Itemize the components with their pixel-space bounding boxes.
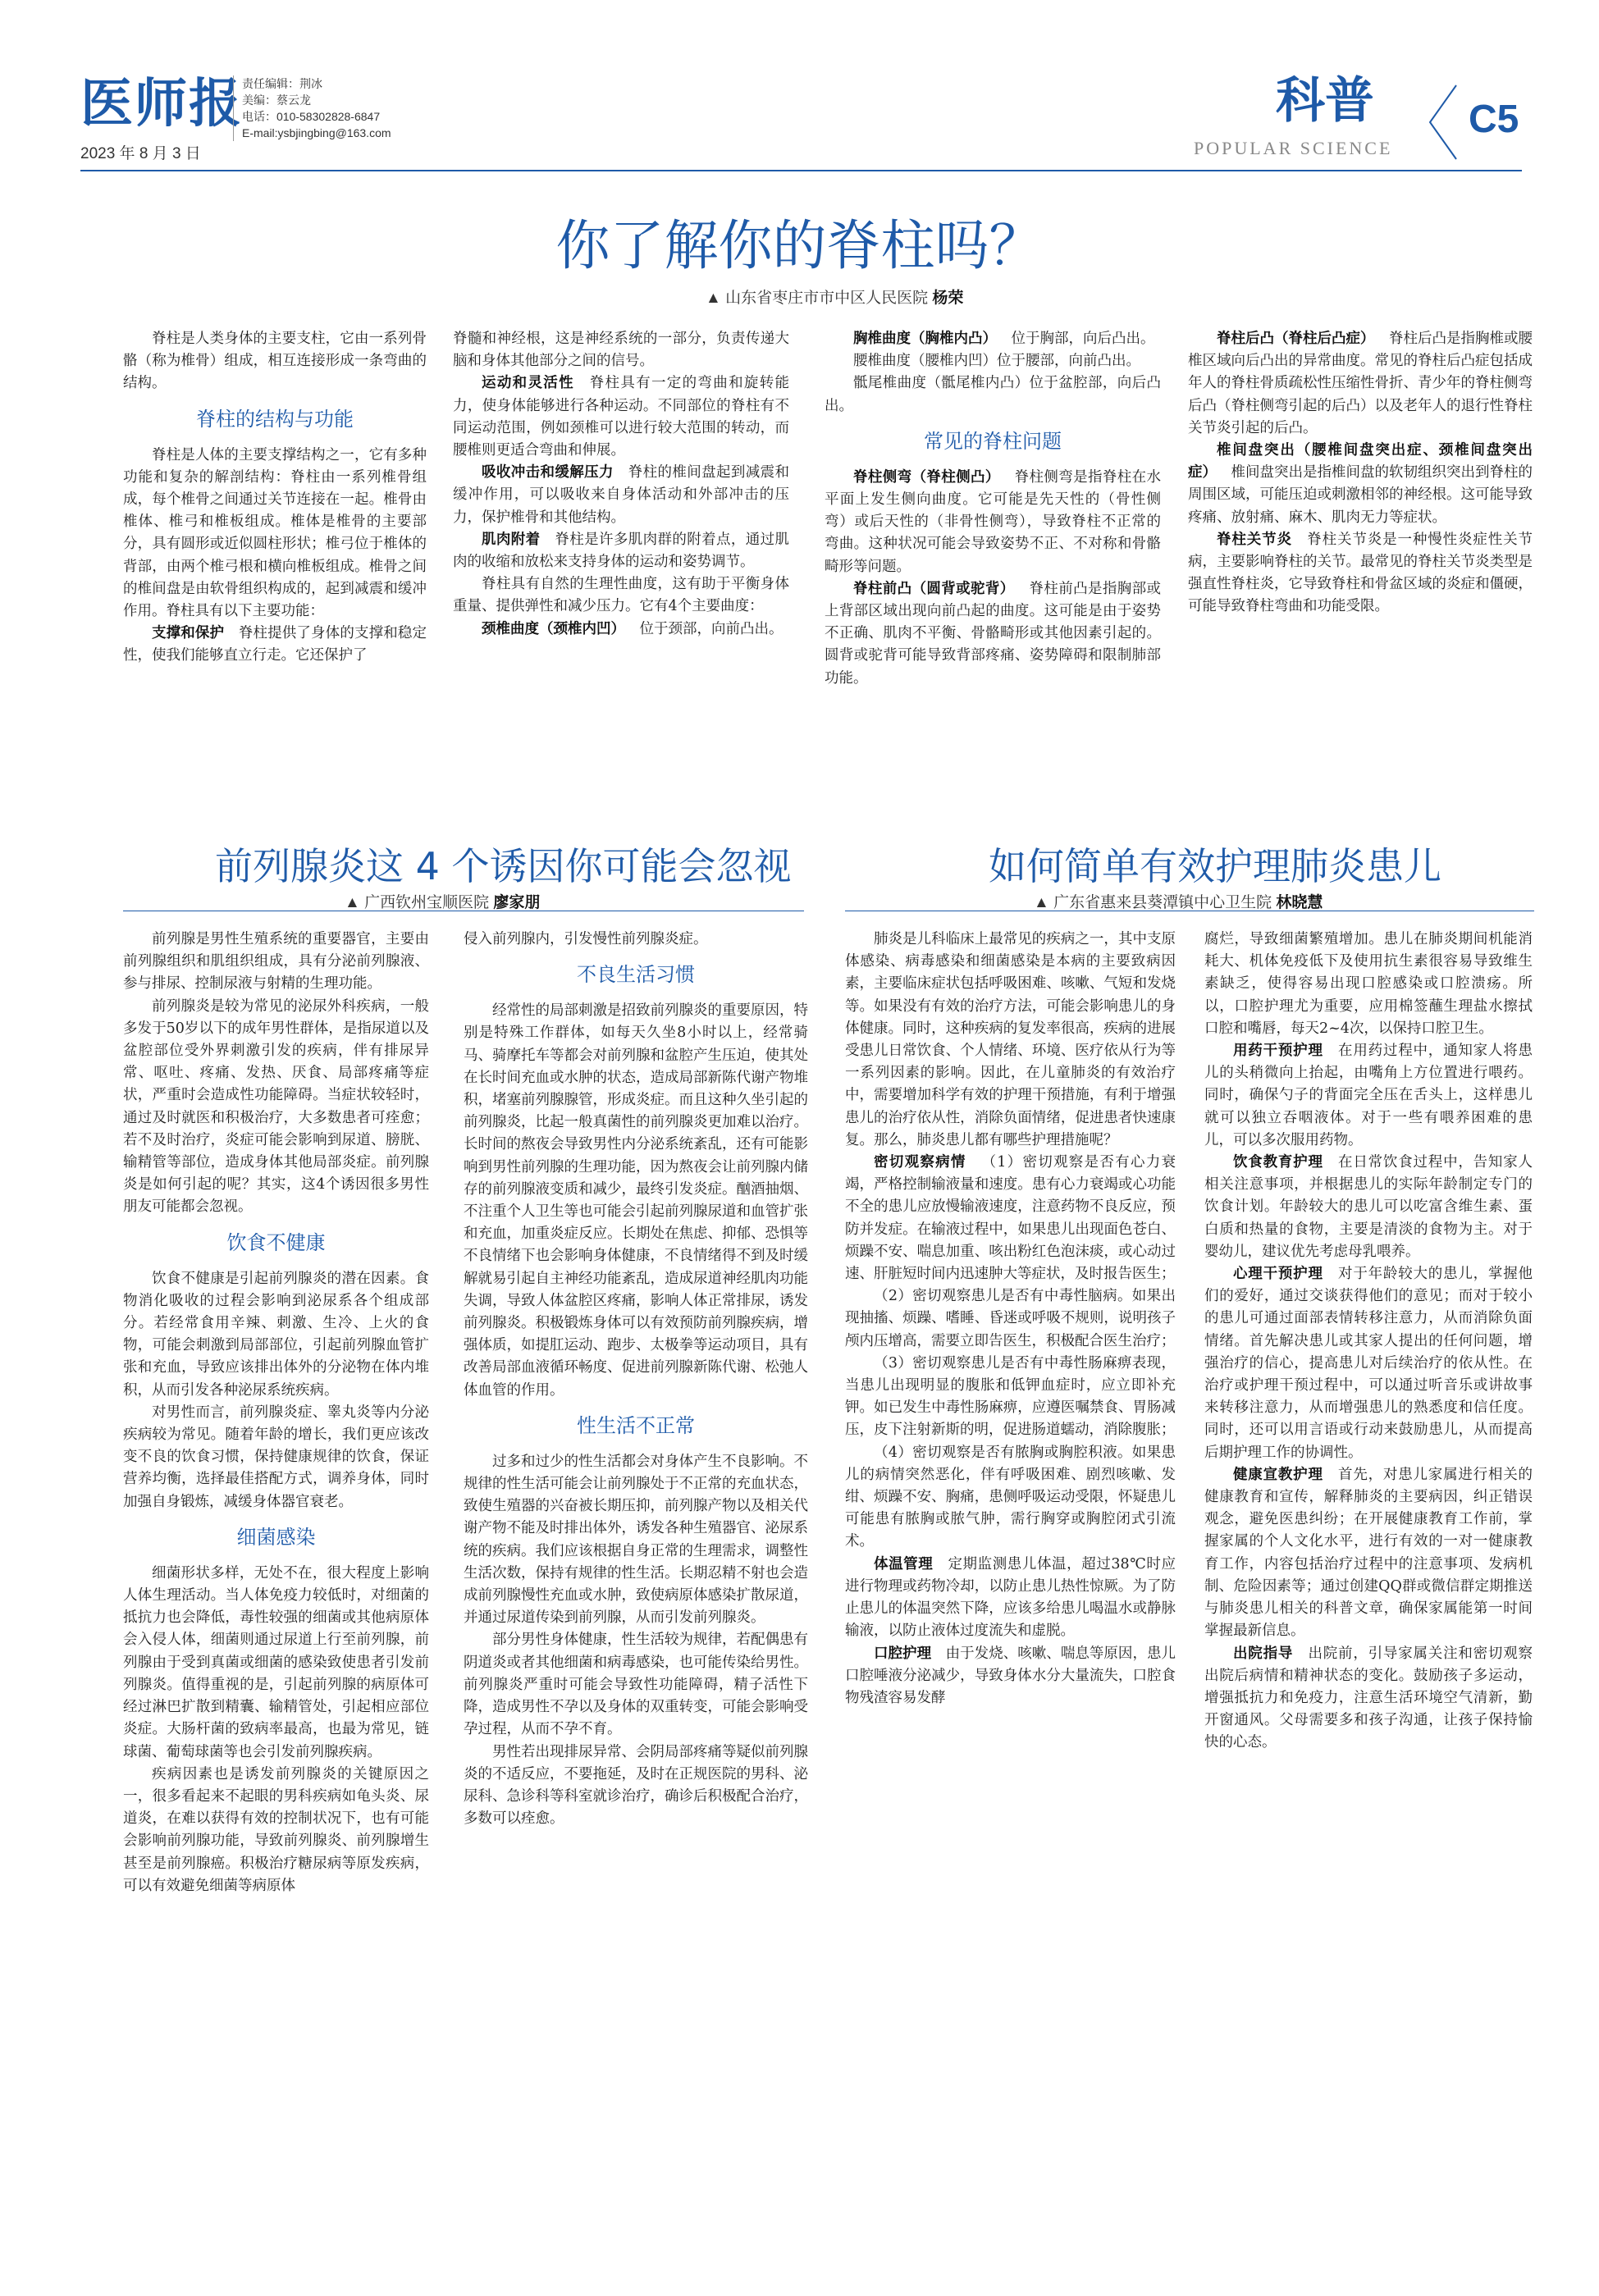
- article-byline: [706, 285, 963, 308]
- paragraph-text: 腐烂，导致细菌繁殖增加。患儿在肺炎期间机能消耗大、机体免疫低下及使用抗生素很容易导致维生素缺乏，使得容易出现口腔感染或口腔溃疡。所以，口腔护理尤为重要，应用棉签蘸生理盐水擦拭口腔和嘴唇，每天2~4次，以保持口腔卫生。: [1204, 931, 1533, 1037]
- lead-in: 脊柱前凸（圆背或驼背）: [853, 580, 1015, 597]
- article-column: [123, 328, 427, 668]
- paragraph: [453, 372, 789, 462]
- lead-in: 运动和灵活性: [482, 375, 574, 392]
- section-heading: 细菌感染: [236, 1525, 316, 1549]
- paragraph: [123, 1563, 429, 1764]
- paragraph-text: 脊柱侧弯是指脊柱在水平面上发生侧向曲度。它可能是先天性的（骨性侧弯）或后天性的（非骨性侧弯），导致脊柱不正常的弯曲。这种状况可能会导致姿势不正、不对称和骨骼畸形等问题。: [825, 468, 1161, 575]
- paragraph-text: （3）密切观察患儿是否有中毒性肠麻痹表现，当患儿出现明显的腹胀和低钾血症时，应立即补充钾。如已发生中毒性肠麻痹，应遵医嘱禁食、胃肠减压，皮下注射新斯的明，促进肠道蠕动，消除腹胀；: [845, 1354, 1176, 1439]
- article-title: 如何简单有效护理肺炎患儿: [989, 844, 1441, 888]
- lead-in: 脊柱侧弯（脊柱侧凸）: [853, 468, 1000, 486]
- paragraph-text: 侵入前列腺内，引发慢性前列腺炎症。: [464, 931, 708, 947]
- paragraph: [453, 573, 789, 618]
- paragraph-text: 在日常饮食过程中，告知家人相关注意事项，并根据患儿的实际年龄制定专门的饮食计划。年龄较大的患儿可以吃富含维生素、蛋白质和热量的食物，主要是清淡的食物为主。对于婴幼儿，建议优先考虑母乳喂养。: [1204, 1154, 1533, 1260]
- section-heading: 不良生活习惯: [577, 963, 695, 987]
- section-heading: 常见的脊柱问题: [924, 429, 1062, 453]
- section-heading: 性生活不正常: [577, 1413, 695, 1437]
- paragraph: [845, 1152, 1176, 1285]
- author-org: ▲ 山东省枣庄市市中区人民医院: [706, 290, 929, 307]
- paragraph: [464, 1629, 808, 1741]
- editor-credits: [233, 75, 431, 141]
- paragraph: [123, 1402, 429, 1513]
- page-number: C5: [1469, 98, 1519, 141]
- paragraph: [825, 328, 1161, 350]
- author-org: ▲ 广东省惠来县葵潭镇中心卫生院: [1034, 894, 1272, 911]
- paragraph: [825, 578, 1161, 690]
- paragraph: [1188, 440, 1533, 529]
- lead-in: 肌肉附着: [482, 531, 541, 548]
- paragraph-text: 饮食不健康是引起前列腺炎的潜在因素。食物消化吸收的过程会影响到泌尿系各个组成部分。若经常食用辛辣、刺激、生冷、上火的食物，可能会刺激到局部部位，引起前列腺血管扩张和充血，导致应该排出体外的分泌物在体内堆积，从而引发各种泌尿系统疾病。: [123, 1270, 429, 1399]
- paragraph-text: 对于年龄较大的患儿，掌握他们的爱好，通过交谈获得他们的意见；而对于较小的患儿可通过面部表情转移注意力，从而消除负面情绪。首先解决患儿或其家人提出的任何问题，增强治疗的信心，提高患儿对后续治疗的依从性。在治疗或护理干预过程中，可以通过听音乐或讲故事来转移注意力，从而增强患儿的熟悉度和信任度。同时，还可以用言语或行动来鼓励患儿，从而提高后期护理工作的协调性。: [1204, 1266, 1533, 1461]
- paragraph-text: 位于颈部，向前凸出。: [639, 620, 784, 637]
- author-name: 廖家朋: [493, 894, 541, 911]
- credit-line: E-mail:ysbjingbing@163.com: [242, 126, 391, 139]
- paragraph-text: 骶尾椎曲度（骶尾椎内凸）位于盆腔部，向后凸出。: [825, 375, 1161, 414]
- paragraph-text: 脊柱关节炎是一种慢性炎症性关节病，主要影响脊柱的关节。最常见的脊柱关节炎类型是强直性脊柱炎，它导致脊柱和骨盆区域的炎症和僵硬，可能导致脊柱弯曲和功能受限。: [1188, 531, 1533, 615]
- paragraph: [123, 623, 427, 667]
- paragraph-text: 脊柱后凸是指胸椎或腰椎区域向后凸出的异常曲度。常见的脊柱后凸症包括成年人的脊柱骨质疏松性压缩性骨折、青少年的脊柱侧弯后凸（脊柱侧弯引起的后凸）以及老年人的退行性脊柱关节炎引起的后凸。: [1188, 331, 1533, 436]
- paragraph: [845, 1554, 1176, 1643]
- paragraph: [825, 467, 1161, 578]
- paragraph: [1204, 1040, 1533, 1152]
- paragraph-text: 出院前，引导家属关注和密切观察出院后病情和精神状态的变化。鼓励孩子多运动，增强抵抗力和免疫力，注意生活环境空气清新，勤开窗通风。父母需要多和孩子沟通，让孩子保持愉快的心态。: [1204, 1645, 1533, 1751]
- section-title: 科普: [1276, 72, 1374, 130]
- paragraph-text: 脊柱具有自然的生理性曲度，这有助于平衡身体重量、提供弹性和减少压力。它有4个主要曲度：: [453, 576, 789, 615]
- paragraph: [825, 350, 1161, 372]
- newspaper-logo: 医师报: [80, 73, 243, 135]
- paragraph: [453, 462, 789, 529]
- credit-line: 美编：蔡云龙: [242, 94, 311, 107]
- paragraph-text: 脊柱前凸是指胸部或上背部区域出现向前凸起的曲度。这可能是由于姿势不正确、肌肉不平衡、骨骼畸形或其他因素引起的。圆背或驼背可能导致背部疼痛、姿势障碍和限制肺部功能。: [825, 580, 1161, 687]
- paragraph-text: 疾病因素也是诱发前列腺炎的关键原因之一，很多看起来不起眼的男科疾病如龟头炎、尿道炎，在难以获得有效的控制状况下，也有可能会影响前列腺功能，导致前列腺炎、前列腺增生甚至是前列腺癌。积极治疗糖尿病等原发疾病，可以有效避免细菌等病原体: [123, 1765, 429, 1894]
- paragraph: [453, 529, 789, 573]
- paragraph: [123, 1764, 429, 1897]
- paragraph: [123, 996, 429, 1219]
- lead-in: 心理干预护理: [1233, 1266, 1323, 1283]
- issue-date: 2023 年 8 月 3 日: [80, 145, 201, 162]
- paragraph-text: 首先，对患儿家属进行相关的健康教育和宣传，解释肺炎的主要病因，纠正错误观念，避免医患纠纷；在开展健康教育工作前，掌握家属的个人文化水平，进行有效的一对一健康教育工作，内容包括治疗过程中的注意事项、发病机制、危险因素等；通过创建QQ群或微信群定期推送与肺炎患儿相关的科普文章，确保家属能第一时间掌握最新信息。: [1204, 1466, 1533, 1640]
- paragraph-text: 脊柱具有一定的弯曲和旋转能力，使身体能够进行各种运动。不同部位的脊柱有不同运动范围，例如颈椎可以进行较大范围的转动，而腰椎则更适合弯曲和伸展。: [453, 375, 790, 459]
- article-column: [123, 929, 429, 1897]
- article-column: [1188, 328, 1533, 619]
- lead-in: 脊柱关节炎: [1217, 531, 1292, 548]
- paragraph: [453, 619, 789, 641]
- section-subtitle: POPULAR SCIENCE: [1194, 138, 1393, 158]
- article-column: [464, 929, 808, 1830]
- paragraph-text: （2）密切观察患儿是否有中毒性脑病。如果出现抽搐、烦躁、嗜睡、昏迷或呼吸不规则，说明孩子颅内压增高，需要立即告医生，积极配合医生治疗；: [845, 1288, 1176, 1349]
- paragraph-text: 过多和过少的性生活都会对身体产生不良影响。不规律的性生活可能会让前列腺处于不正常的充血状态，致使生殖器的兴奋被长期压抑，前列腺产物以及相关代谢产物不能及时排出体外，诱发各种生殖器官、泌尿系统的疾病。我们应该根据自身正常的生理需求，调整性生活次数，保持有规律的性生活。长期忍精不射也会造成前列腺慢性充血或水肿，致使病原体感染扩散尿道，并通过尿道传染到前列腺，从而引发前列腺炎。: [464, 1453, 808, 1627]
- paragraph-text: 脊柱是人类身体的主要支柱，它由一系列骨骼（称为椎骨）组成，相互连接形成一条弯曲的结构。: [123, 331, 427, 392]
- paragraph: [1204, 1263, 1533, 1464]
- lead-in: 胸椎曲度（胸椎内凸）: [853, 331, 997, 347]
- paragraph-text: 部分男性身体健康，性生活较为规律，若配偶患有阴道炎或者其他细菌和病毒感染，也可能传染给男性。前列腺炎严重时可能会导致性功能障碍，精子活性下降，造成男性不孕以及身体的双重转变，可能会影响受孕过程，从而不孕不育。: [464, 1632, 808, 1738]
- paragraph: [123, 328, 427, 395]
- credit-line: 责任编辑：荆冰: [242, 77, 322, 90]
- paragraph: [845, 1442, 1176, 1554]
- article-column: [825, 328, 1161, 690]
- lead-in: 颈椎曲度（颈椎内凹）: [482, 620, 625, 637]
- paragraph: [464, 1451, 808, 1630]
- paragraph: [1204, 1152, 1533, 1263]
- paragraph: [453, 328, 789, 372]
- paragraph-text: 脊柱提供了身体的支撑和稳定性，使我们能够直立行走。它还保护了: [123, 625, 427, 664]
- author-org: ▲ 广西钦州宝顺医院: [345, 894, 490, 911]
- lead-in: 健康宣教护理: [1233, 1466, 1323, 1483]
- article-byline: [1034, 890, 1323, 912]
- lead-in: 密切观察病情: [874, 1154, 966, 1171]
- paragraph: [123, 1268, 429, 1402]
- article-title: 你了解你的脊柱吗？: [555, 214, 1044, 277]
- section-heading: 饮食不健康: [226, 1230, 326, 1254]
- paragraph-text: 前列腺炎是较为常见的泌尿外科疾病，一般多发于50岁以下的成年男性群体，是指尿道以及盆腔部位受外界刺激引发的疾病，伴有排尿异常、呕吐、疼痛、发热、厌食、局部疼痛等症状，严重时会造成性功能障碍。当症状较轻时，通过及时就医和积极治疗，大多数患者可痊愈；若不及时治疗，炎症可能会影响到尿道、膀胱、输精管等部位，造成身体其他局部炎症。前列腺炎是如何引起的呢？其实，这4个诱因很多男性朋友可能都会忽视。: [123, 997, 429, 1216]
- paragraph-text: 前列腺是男性生殖系统的重要器官，主要由前列腺组织和肌组织组成，具有分泌前列腺液、参与排尿、控制尿液与射精的生理功能。: [123, 931, 429, 993]
- author-name: 杨荣: [932, 290, 964, 307]
- paragraph-text: （1）密切观察是否有心力衰竭，严格控制输液量和速度。患有心力衰竭或心功能不全的患儿应放慢输液速度，注意药物不良反应，预防并发症。在输液过程中，如果患儿出现面色苍白、烦躁不安、喘息加重、咳出粉红色泡沫痰，或心动过速、肝脏短时间内迅速肿大等症状，及时报告医生；: [845, 1154, 1176, 1283]
- paragraph-text: 由于发烧、咳嗽、喘息等原因，患儿口腔唾液分泌减少，导致身体水分大量流失，口腔食物残渣容易发酵: [845, 1645, 1176, 1706]
- paragraph: [123, 929, 429, 996]
- paragraph: [845, 1285, 1176, 1353]
- paragraph: [845, 929, 1176, 1152]
- lead-in: 口腔护理: [874, 1645, 932, 1662]
- lead-in: 用药干预护理: [1233, 1043, 1323, 1060]
- paragraph-text: 脊柱的椎间盘起到减震和缓冲作用，可以吸收来自身体活动和外部冲击的压力，保护椎骨和其他结构。: [453, 464, 789, 526]
- paragraph: [1204, 1643, 1533, 1755]
- paragraph-text: 脊髓和神经根，这是神经系统的一部分，负责传递大脑和身体其他部分之间的信号。: [453, 331, 789, 370]
- paragraph-text: 男性若出现排尿异常、会阴局部疼痛等疑似前列腺炎的不适反应，不要拖延，及时在正规医院的男科、泌尿科、急诊科等科室就诊治疗，确诊后积极配合治疗，多数可以痊愈。: [464, 1743, 808, 1828]
- paragraph-text: 定期监测患儿体温，超过38℃时应进行物理或药物冷却，以防止患儿热性惊厥。为了防止患儿的体温突然下降，应该多给患儿喝温水或静脉输液，以防止液体过度流失和虚脱。: [845, 1555, 1176, 1640]
- paragraph: [825, 372, 1161, 417]
- paragraph: [123, 445, 427, 623]
- paragraph: [464, 1000, 808, 1402]
- paragraph-text: 在用药过程中，通知家人将患儿的头稍微向上抬起，由嘴角上方位置进行喂药。同时，确保勺子的背面完全压在舌头上，这样患儿就可以独立吞咽液体。对于一些有喂养困难的患儿，可以多次服用药物。: [1204, 1043, 1533, 1148]
- paragraph: [464, 1741, 808, 1831]
- paragraph-text: 脊柱是人体的主要支撑结构之一，它有多种功能和复杂的解剖结构：脊柱由一系列椎骨组成，每个椎骨之间通过关节连接在一起。椎骨由椎体、椎弓和椎板组成。椎体是椎骨的主要部分，具有圆形或近似圆柱形状；椎弓位于椎体的背部，由两个椎弓根和横向椎板组成。椎骨之间的椎间盘是由软骨组织构成的，起到减震和缓冲作用。脊柱具有以下主要功能：: [123, 446, 427, 620]
- paragraph-text: 细菌形状多样，无处不在，很大程度上影响人体生理活动。当人体免疫力较低时，对细菌的抵抗力也会降低，毒性较强的细菌或其他病原体会入侵人体，细菌则通过尿道上行至前列腺，前列腺由于受到真菌或细菌的感染致使患者引发前列腺炎。值得重视的是，引起前列腺的病原体可经过淋巴扩散到精囊、输精管处，引起相应部位炎症。大肠杆菌的致病率最高，也最为常见，链球菌、葡萄球菌等也会引发前列腺疾病。: [123, 1564, 429, 1760]
- paragraph-text: 位于胸部，向后凸出。: [1011, 331, 1155, 347]
- lead-in: 支撑和保护: [152, 625, 225, 642]
- paragraph: [1204, 1464, 1533, 1643]
- paragraph: [464, 929, 808, 951]
- paragraph: [845, 1353, 1176, 1442]
- section-heading: 脊柱的结构与功能: [196, 407, 354, 431]
- paragraph: [1188, 529, 1533, 619]
- article-column: [845, 929, 1176, 1709]
- paragraph-text: 椎间盘突出是指椎间盘的软韧组织突出到脊柱的周围区域，可能压迫或刺激相邻的神经根。这可能导致疼痛、放射痛、麻木、肌肉无力等症状。: [1188, 464, 1533, 526]
- lead-in: 脊柱后凸（脊柱后凸症）: [1217, 331, 1375, 347]
- credit-line: 电话：010-58302828-6847: [242, 110, 381, 123]
- lead-in: 出院指导: [1233, 1645, 1294, 1662]
- lead-in: 体温管理: [874, 1555, 934, 1573]
- lead-in: 吸收冲击和缓解压力: [482, 464, 614, 482]
- paragraph-text: 对男性而言，前列腺炎症、睾丸炎等内分泌疾病较为常见。随着年龄的增长，我们更应该改变不良的饮食习惯，保持健康规律的饮食，保证营养均衡，选择最佳搭配方式，调养身体，同时加强自身锻炼，减缓身体器官衰老。: [123, 1404, 429, 1510]
- paragraph-text: 腰椎曲度（腰椎内凹）位于腰部，向前凸出。: [853, 353, 1140, 370]
- paragraph-text: 脊柱是许多肌肉群的附着点，通过肌肉的收缩和放松来支持身体的运动和姿势调节。: [453, 531, 789, 571]
- author-name: 林晓慧: [1276, 894, 1323, 911]
- article-title: 前列腺炎这 4 个诱因你可能会忽视: [215, 844, 792, 888]
- lead-in: 椎间盘突出（腰椎间盘突出症、颈椎间盘突出症）: [1188, 442, 1533, 482]
- article-byline: [345, 890, 540, 912]
- article-column: [453, 328, 789, 641]
- lead-in: 饮食教育护理: [1233, 1154, 1323, 1171]
- article-column: [1204, 929, 1533, 1755]
- paragraph: [1188, 328, 1533, 440]
- paragraph-text: 经常性的局部刺激是招致前列腺炎的重要原因，特别是特殊工作群体，如每天久坐8小时以上，经常骑马、骑摩托车等都会对前列腺和盆腔产生压迫，使其处在长时间充血或水肿的状态，造成局部新陈代谢产物堆积，堵塞前列腺腺管，形成炎症。而且这种久坐引起的前列腺炎，比起一般真菌性的前列腺炎更加难以治疗。长时间的熬夜会导致男性内分泌系统紊乱，还有可能影响到男性前列腺的生理功能，因为熬夜会让前列腺内储存的前列腺液变质和减少，最终引发炎症。酗酒抽烟、不注重个人卫生等也可能会引起前列腺尿道和血管扩张和充血，加重炎症反应。长期处在焦虑、抑郁、恐惧等不良情绪下也会影响身体健康，不良情绪得不到及时缓解就易引起自主神经功能紊乱，造成尿道神经肌肉功能失调，导致人体盆腔区疼痛，影响人体正常排尿，诱发前列腺炎。积极锻炼身体可以有效预防前列腺疾病，增强体质，如提肛运动、跑步、太极拳等运动项目，具有改善局部血液循环畅度、促进前列腺新陈代谢、松弛人体血管的作用。: [464, 1002, 808, 1399]
- paragraph: [1204, 929, 1533, 1040]
- paragraph-text: 肺炎是儿科临床上最常见的疾病之一，其中支原体感染、病毒感染和细菌感染是本病的主要致病因素，主要临床症状包括呼吸困难、咳嗽、气短和发烧等。如果没有有效的治疗方法，可能会影响患儿的身体健康。同时，这种疾病的复发率很高，疾病的进展受患儿日常饮食、个人情绪、环境、医疗依从行为等一系列因素的影响。因此，在儿童肺炎的有效治疗中，需要增加科学有效的护理干预措施，有利于增强患儿的治疗依从性，消除负面情绪，促进患者快速康复。那么，肺炎患儿都有哪些护理措施呢？: [845, 931, 1176, 1148]
- chevron-divider-icon: [1423, 77, 1473, 167]
- paragraph-text: （4）密切观察是否有脓胸或胸腔积液。如果患儿的病情突然恶化，伴有呼吸困难、剧烈咳嗽、发绀、烦躁不安、胸痛，患侧呼吸运动受限，怀疑患儿可能患有脓胸或脓气肿，需行胸穿或胸腔闭式引流术。: [845, 1444, 1176, 1550]
- header-rule: [80, 170, 1522, 171]
- paragraph: [845, 1643, 1176, 1710]
